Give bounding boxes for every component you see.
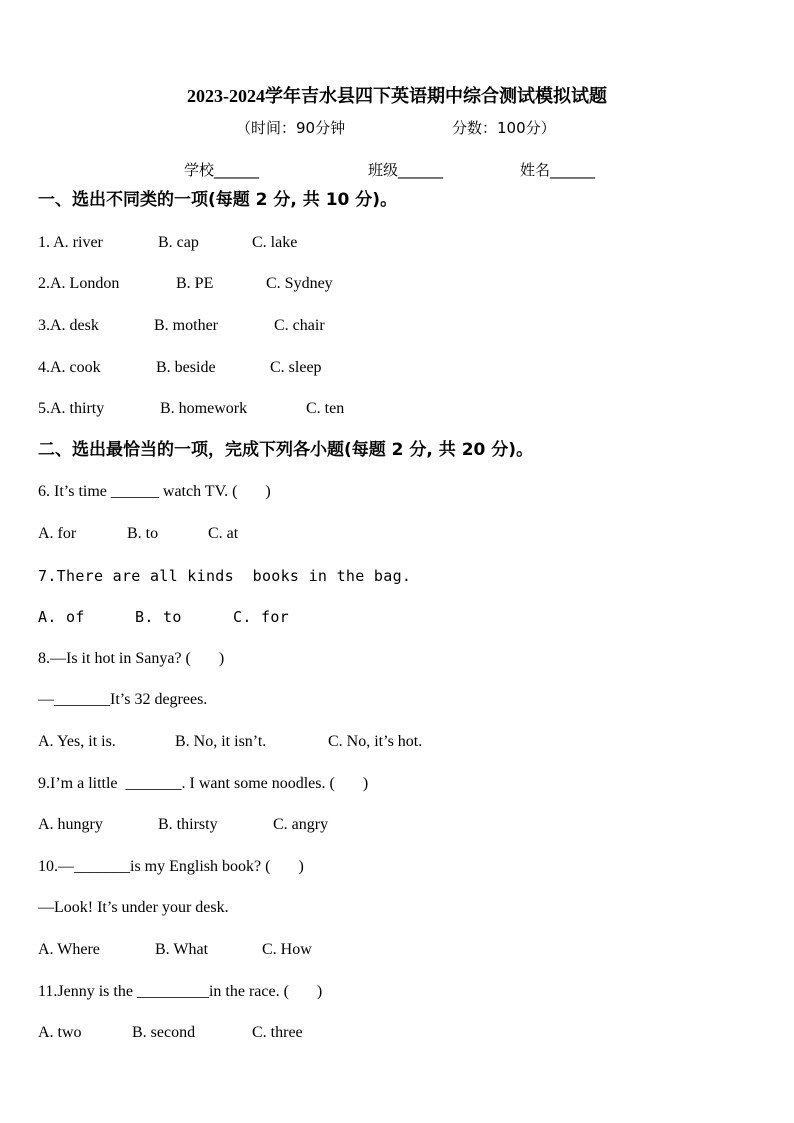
section2-heading: 二、选出最恰当的一项，完成下列各小题(每题 2 分, 共 20 分)。 [38, 440, 534, 460]
option-b: B. PE [176, 275, 214, 292]
option-b: B. homework [160, 400, 248, 417]
name-field: 姓名______ [520, 161, 596, 179]
options-row [38, 815, 388, 835]
question-stem: 9.I’m a little _______. I want some noodles. ( ) [38, 775, 369, 792]
question-stem: 7.There are all kinds books in the bag. [38, 567, 412, 585]
option-c: C. for [233, 608, 289, 626]
option-c: C. How [262, 941, 312, 958]
question-stem: 8.—Is it hot in Sanya? ( ) [38, 650, 225, 667]
option-c: C. ten [306, 400, 345, 417]
option-c: C. sleep [270, 359, 322, 376]
exam-score: 分数：100分） [452, 119, 556, 137]
option-c: C. angry [273, 816, 329, 833]
option-c: C. No, it’s hot. [328, 733, 423, 750]
option-a: A. of [38, 608, 85, 626]
options-row [38, 524, 338, 544]
option-a: 4.A. cook [38, 359, 101, 376]
option-a: 1. A. river [38, 234, 103, 251]
option-c: C. Sydney [266, 275, 333, 292]
question-row [38, 274, 438, 294]
question-row [38, 233, 438, 253]
question-row [38, 358, 438, 378]
option-a: 3.A. desk [38, 317, 99, 334]
options-row [38, 732, 488, 752]
options-row [38, 940, 388, 960]
option-a: A. two [38, 1024, 82, 1041]
school-field: 学校______ [184, 161, 260, 179]
option-c: C. three [252, 1024, 303, 1041]
exam-time: （时间：90分钟 [236, 119, 346, 137]
option-b: B. No, it isn’t. [175, 733, 267, 750]
question-reply: —_______It’s 32 degrees. [38, 691, 208, 708]
option-b: B. thirsty [158, 816, 218, 833]
page-title: 2023-2024学年吉水县四下英语期中综合测试模拟试题 [187, 86, 607, 106]
option-b: B. mother [154, 317, 218, 334]
option-a: A. hungry [38, 816, 103, 833]
option-b: B. second [132, 1024, 196, 1041]
option-b: B. to [127, 525, 159, 542]
options-row [38, 607, 338, 627]
question-stem: 6. It’s time ______ watch TV. ( ) [38, 483, 271, 500]
options-row [38, 1023, 388, 1043]
option-a: A. for [38, 525, 77, 542]
option-b: B. beside [156, 359, 216, 376]
question-reply: —Look! It’s under your desk. [38, 899, 229, 916]
question-stem: 10.—_______is my English book? ( ) [38, 858, 304, 875]
section1-heading: 一、选出不同类的一项(每题 2 分, 共 10 分)。 [38, 190, 398, 210]
option-b: B. to [135, 608, 182, 626]
question-row [38, 316, 438, 336]
question-stem: 11.Jenny is the _________in the race. ( ) [38, 983, 323, 1000]
option-c: C. chair [274, 317, 325, 334]
option-b: B. What [155, 941, 209, 958]
class-field: 班级______ [368, 161, 444, 179]
option-a: A. Where [38, 941, 100, 958]
option-b: B. cap [158, 234, 199, 251]
option-a: 2.A. London [38, 275, 120, 292]
question-row [38, 399, 438, 419]
option-c: C. at [208, 525, 239, 542]
option-c: C. lake [252, 234, 298, 251]
option-a: 5.A. thirty [38, 400, 105, 417]
option-a: A. Yes, it is. [38, 733, 116, 750]
